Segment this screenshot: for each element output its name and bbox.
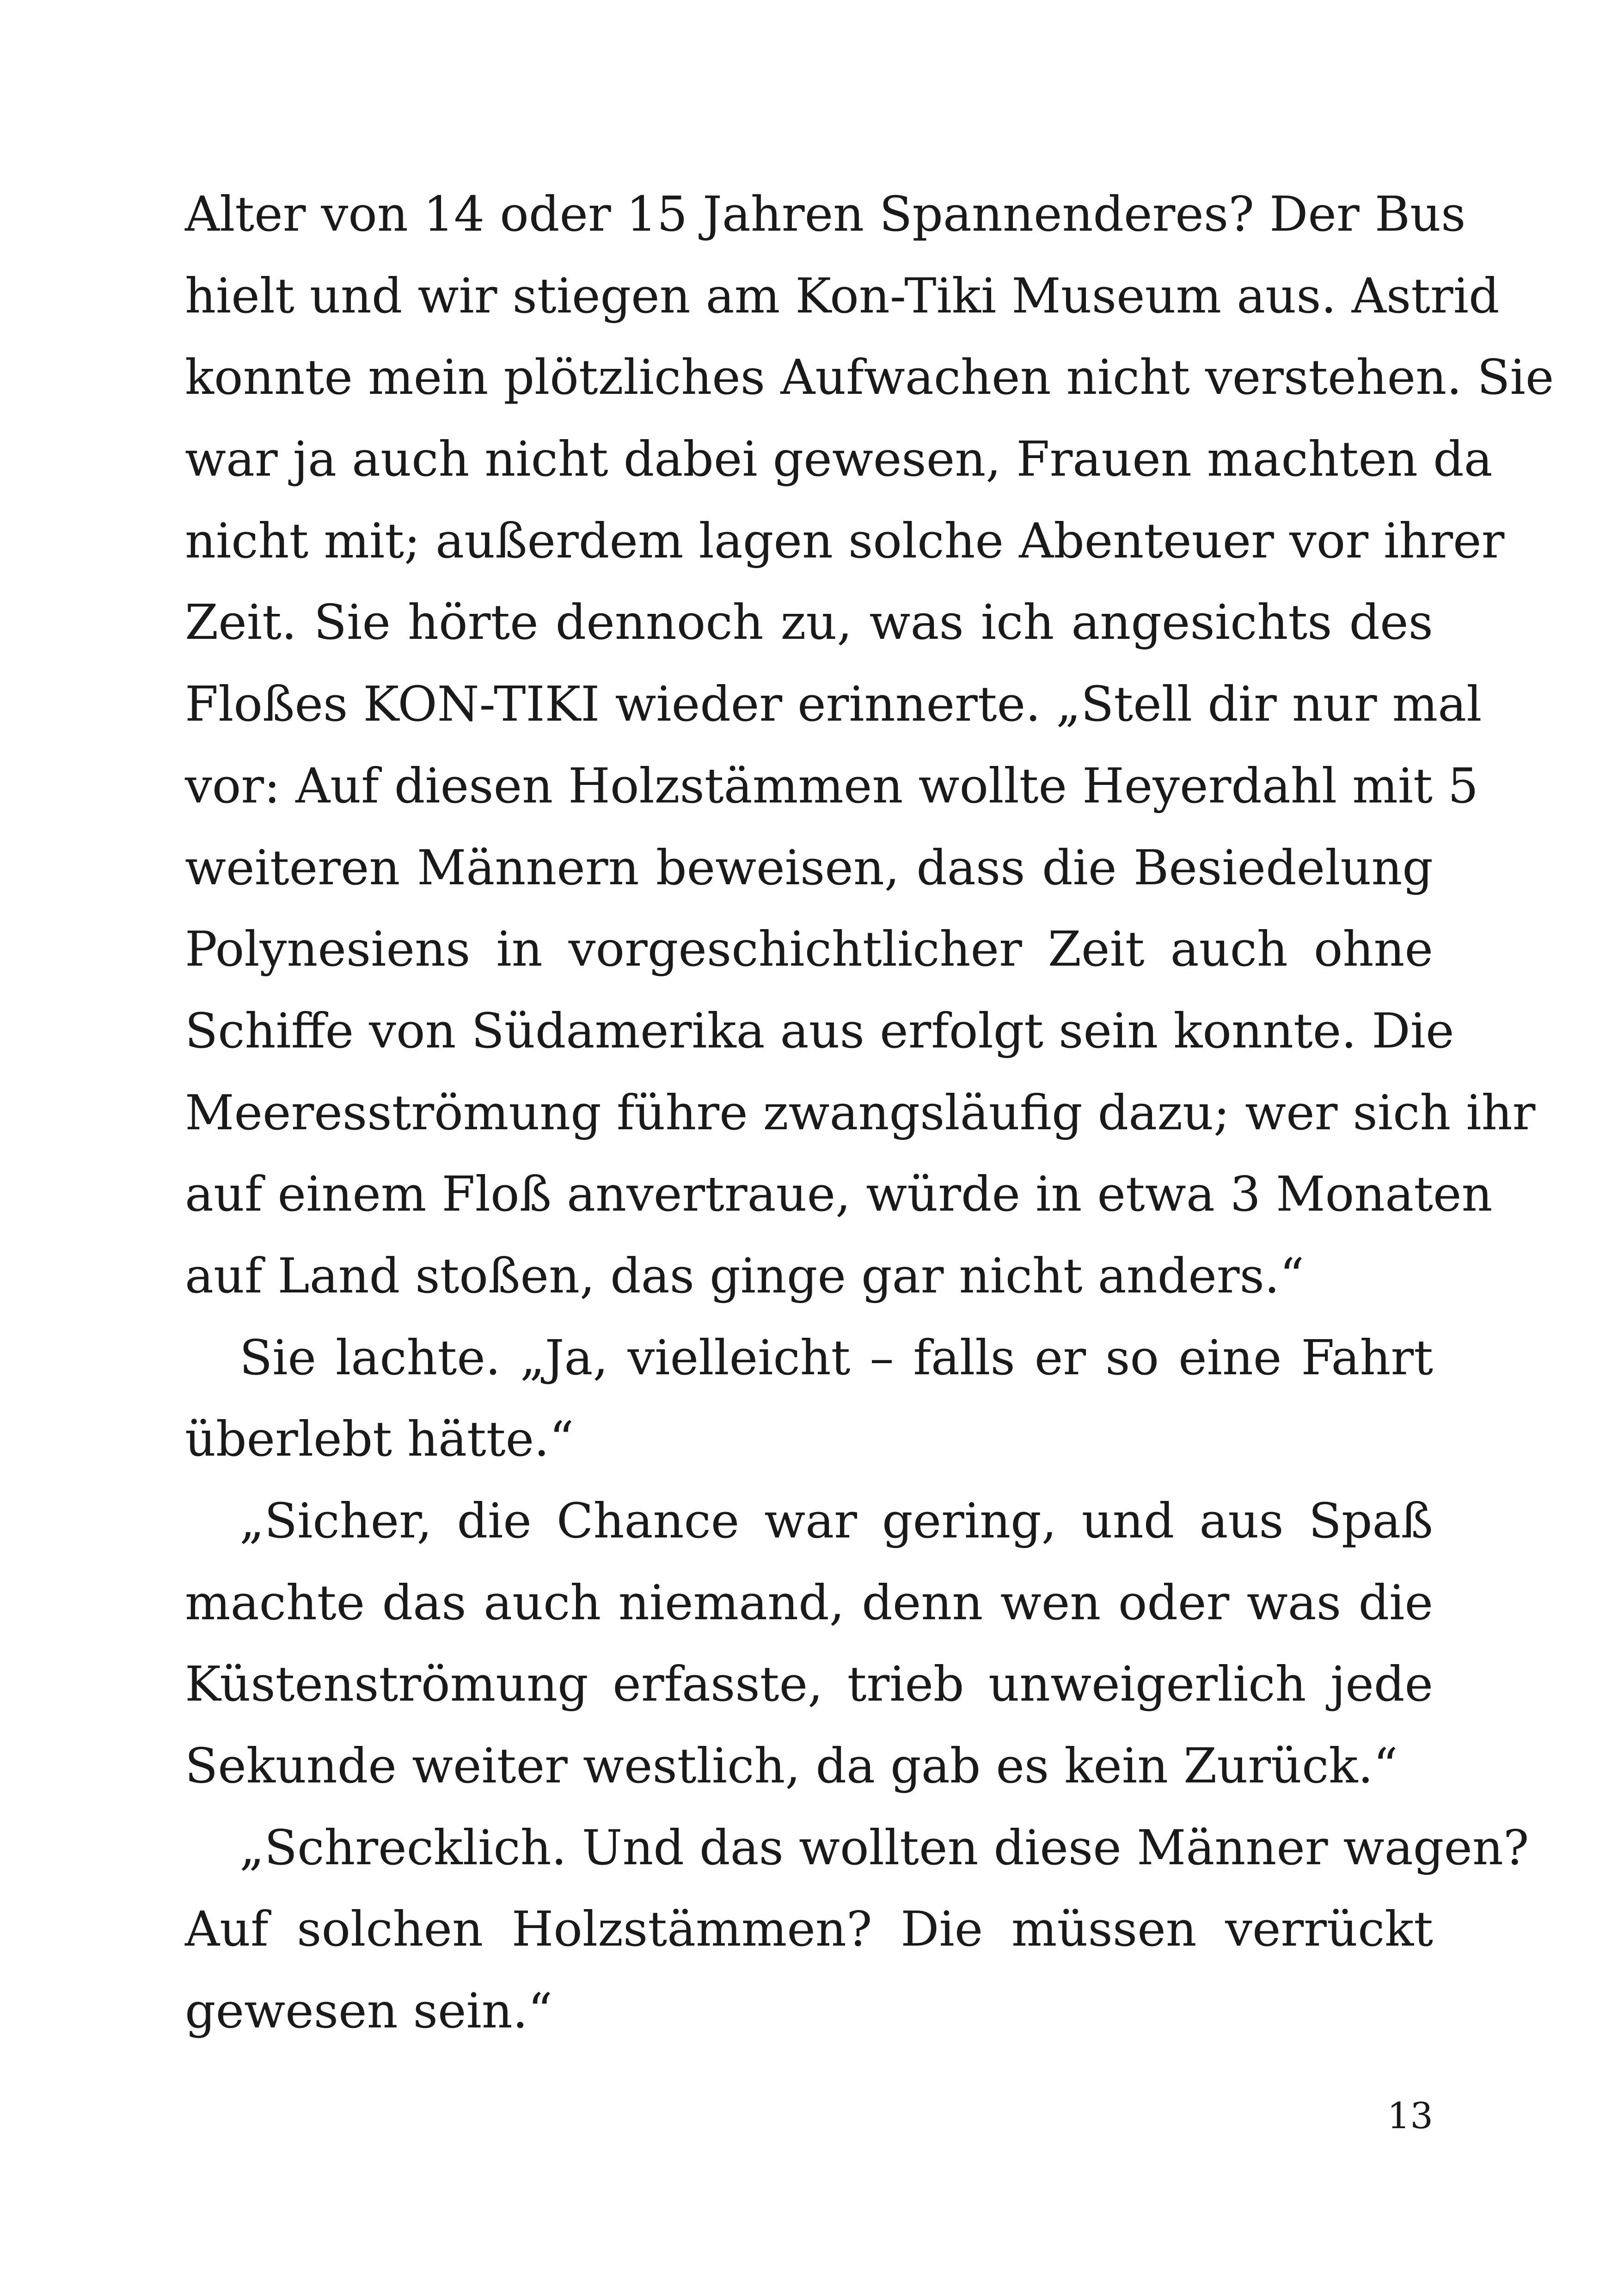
- text-line: Auf solchen Holzstämmen? Die müssen verrückt: [185, 1901, 1433, 1958]
- text-line: Küstenströmung erfasste, trieb unweigerlich jede: [185, 1656, 1433, 1713]
- text-line: überlebt hätte.“: [185, 1411, 574, 1468]
- text-line: Sekunde weiter westlich, da gab es kein Zurück.“: [185, 1738, 1398, 1794]
- text-line: hielt und wir stiegen am Kon-Tiki Museum aus. Astrid: [185, 267, 1500, 324]
- text-line: Sie lachte. „Ja, vielleicht – falls er so eine Fahrt: [239, 1329, 1433, 1386]
- text-line: Polynesiens in vorgeschichtlicher Zeit auch ohne: [185, 921, 1433, 978]
- text-line: Floßes KON-TIKI wieder erinnerte. „Stell dir nur mal: [185, 676, 1482, 733]
- page-number: 13: [1387, 2095, 1433, 2137]
- text-line: weiteren Männern beweisen, dass die Besiedelung: [185, 839, 1433, 896]
- text-line: „Sicher, die Chance war gering, und aus Spaß: [239, 1493, 1433, 1549]
- text-line: Meeresströmung führe zwangsläufig dazu; wer sich ihr: [185, 1084, 1536, 1141]
- text-line: gewesen sein.“: [185, 1983, 553, 2039]
- text-line: auf einem Floß anvertraue, würde in etwa 3 Monaten: [185, 1166, 1493, 1223]
- text-line: Zeit. Sie hörte dennoch zu, was ich angesichts des: [185, 594, 1433, 651]
- text-line: auf Land stoßen, das ginge gar nicht anders.“: [185, 1247, 1305, 1304]
- text-line: war ja auch nicht dabei gewesen, Frauen machten da: [185, 431, 1493, 488]
- text-line: machte das auch niemand, denn wen oder was die: [185, 1574, 1433, 1631]
- text-line: nicht mit; außerdem lagen solche Abenteuer vor ihrer: [185, 512, 1505, 569]
- text-line: konnte mein plötzliches Aufwachen nicht verstehen. Sie: [185, 349, 1554, 406]
- text-line: vor: Auf diesen Holzstämmen wollte Heyerdahl mit 5: [185, 757, 1479, 814]
- text-line: „Schrecklich. Und das wollten diese Männer wagen?: [239, 1819, 1529, 1876]
- text-line: Alter von 14 oder 15 Jahren Spannenderes? Der Bus: [185, 186, 1466, 242]
- text-line: Schiffe von Südamerika aus erfolgt sein konnte. Die: [185, 1002, 1454, 1059]
- body-text: [185, 173, 1554, 2052]
